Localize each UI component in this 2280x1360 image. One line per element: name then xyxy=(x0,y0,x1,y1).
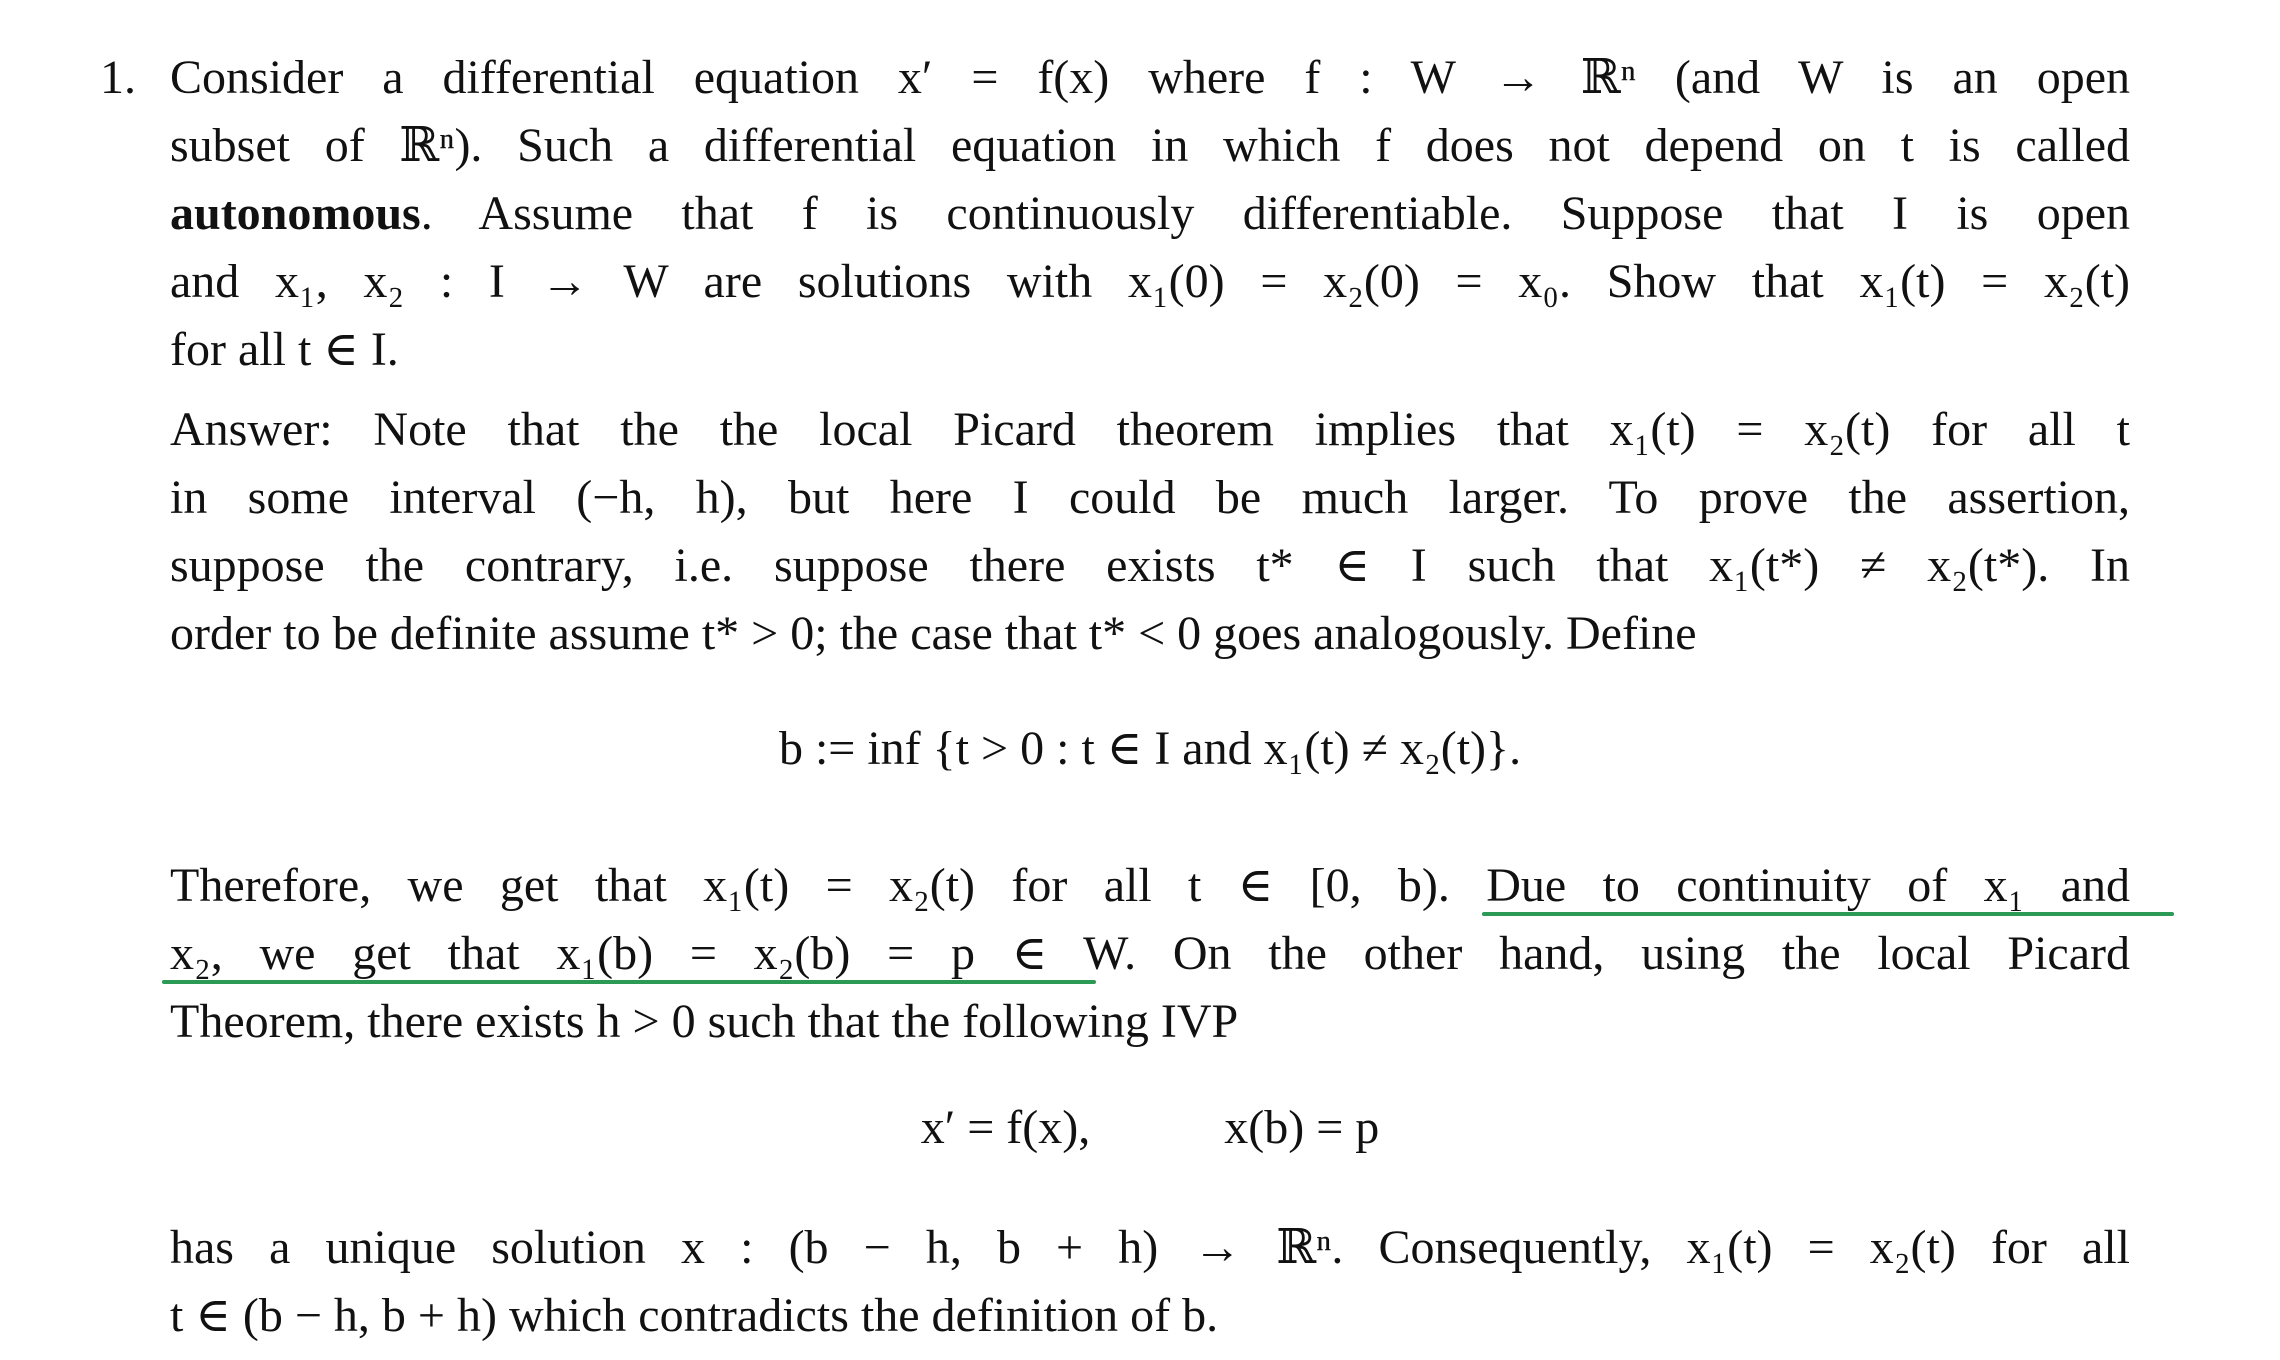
ivp-equation xyxy=(170,1100,2130,1155)
ivp-initial-condition: x(b) = p xyxy=(1224,1101,1380,1154)
definition-equation: b := inf {t > 0 : t ∈ I and x₁(t) ≠ x₂(t)}. xyxy=(778,722,1522,775)
problem-line-2: subset of ℝⁿ). Such a differential equation in which f does not depend on t is called xyxy=(170,119,2130,172)
problem-line-3 xyxy=(170,180,2130,248)
ivp-ode: x′ = f(x), xyxy=(920,1101,1091,1154)
answer-line-6: x₂, we get that x₁(b) = x₂(b) = p ∈ W. On the other hand, using the local Picard xyxy=(170,927,2130,980)
answer-line-2: in some interval (−h, h), but here I could be much larger. To prove the assertion, xyxy=(170,471,2130,524)
green-underline-2 xyxy=(162,980,1096,984)
autonomous-term: autonomous xyxy=(170,187,421,240)
answer-paragraph-1 xyxy=(170,396,2130,668)
answer-line-3: suppose the contrary, i.e. suppose there exists t* ∈ I such that x₁(t*) ≠ x₂(t*). In xyxy=(170,539,2130,592)
problem-number: 1. xyxy=(100,51,136,104)
problem-line-1: Consider a differential equation x′ = f(x) where f : W → ℝⁿ (and W is an open xyxy=(170,51,2130,104)
answer-line-5: Therefore, we get that x₁(t) = x₂(t) for all t ∈ [0, b). Due to continuity of x₁ and xyxy=(170,859,2130,912)
problem-line-3-rest: . Assume that f is continuously differentiable. Suppose that I is open xyxy=(420,187,2130,240)
answer-paragraph-2 xyxy=(170,852,2130,1056)
answer-line-8: has a unique solution x : (b − h, b + h) → ℝⁿ. Consequently, x₁(t) = x₂(t) for all xyxy=(170,1221,2130,1274)
answer-line-4: order to be definite assume t* > 0; the case that t* < 0 goes analogously. Define xyxy=(170,607,1697,660)
problem-line-5: for all t ∈ I. xyxy=(170,323,399,376)
answer-line-1: Answer: Note that the the local Picard theorem implies that x₁(t) = x₂(t) for all t xyxy=(170,403,2130,456)
answer-line-7: Theorem, there exists h > 0 such that the following IVP xyxy=(170,995,1239,1048)
answer-paragraph-3 xyxy=(170,1214,2130,1350)
problem-statement xyxy=(170,44,2130,384)
problem-line-4: and x₁, x₂ : I → W are solutions with x₁(0) = x₂(0) = x₀. Show that x₁(t) = x₂(t) xyxy=(170,255,2130,308)
green-underline-1 xyxy=(1482,912,2174,916)
answer-line-9: t ∈ (b − h, b + h) which contradicts the definition of b. xyxy=(170,1289,1219,1342)
